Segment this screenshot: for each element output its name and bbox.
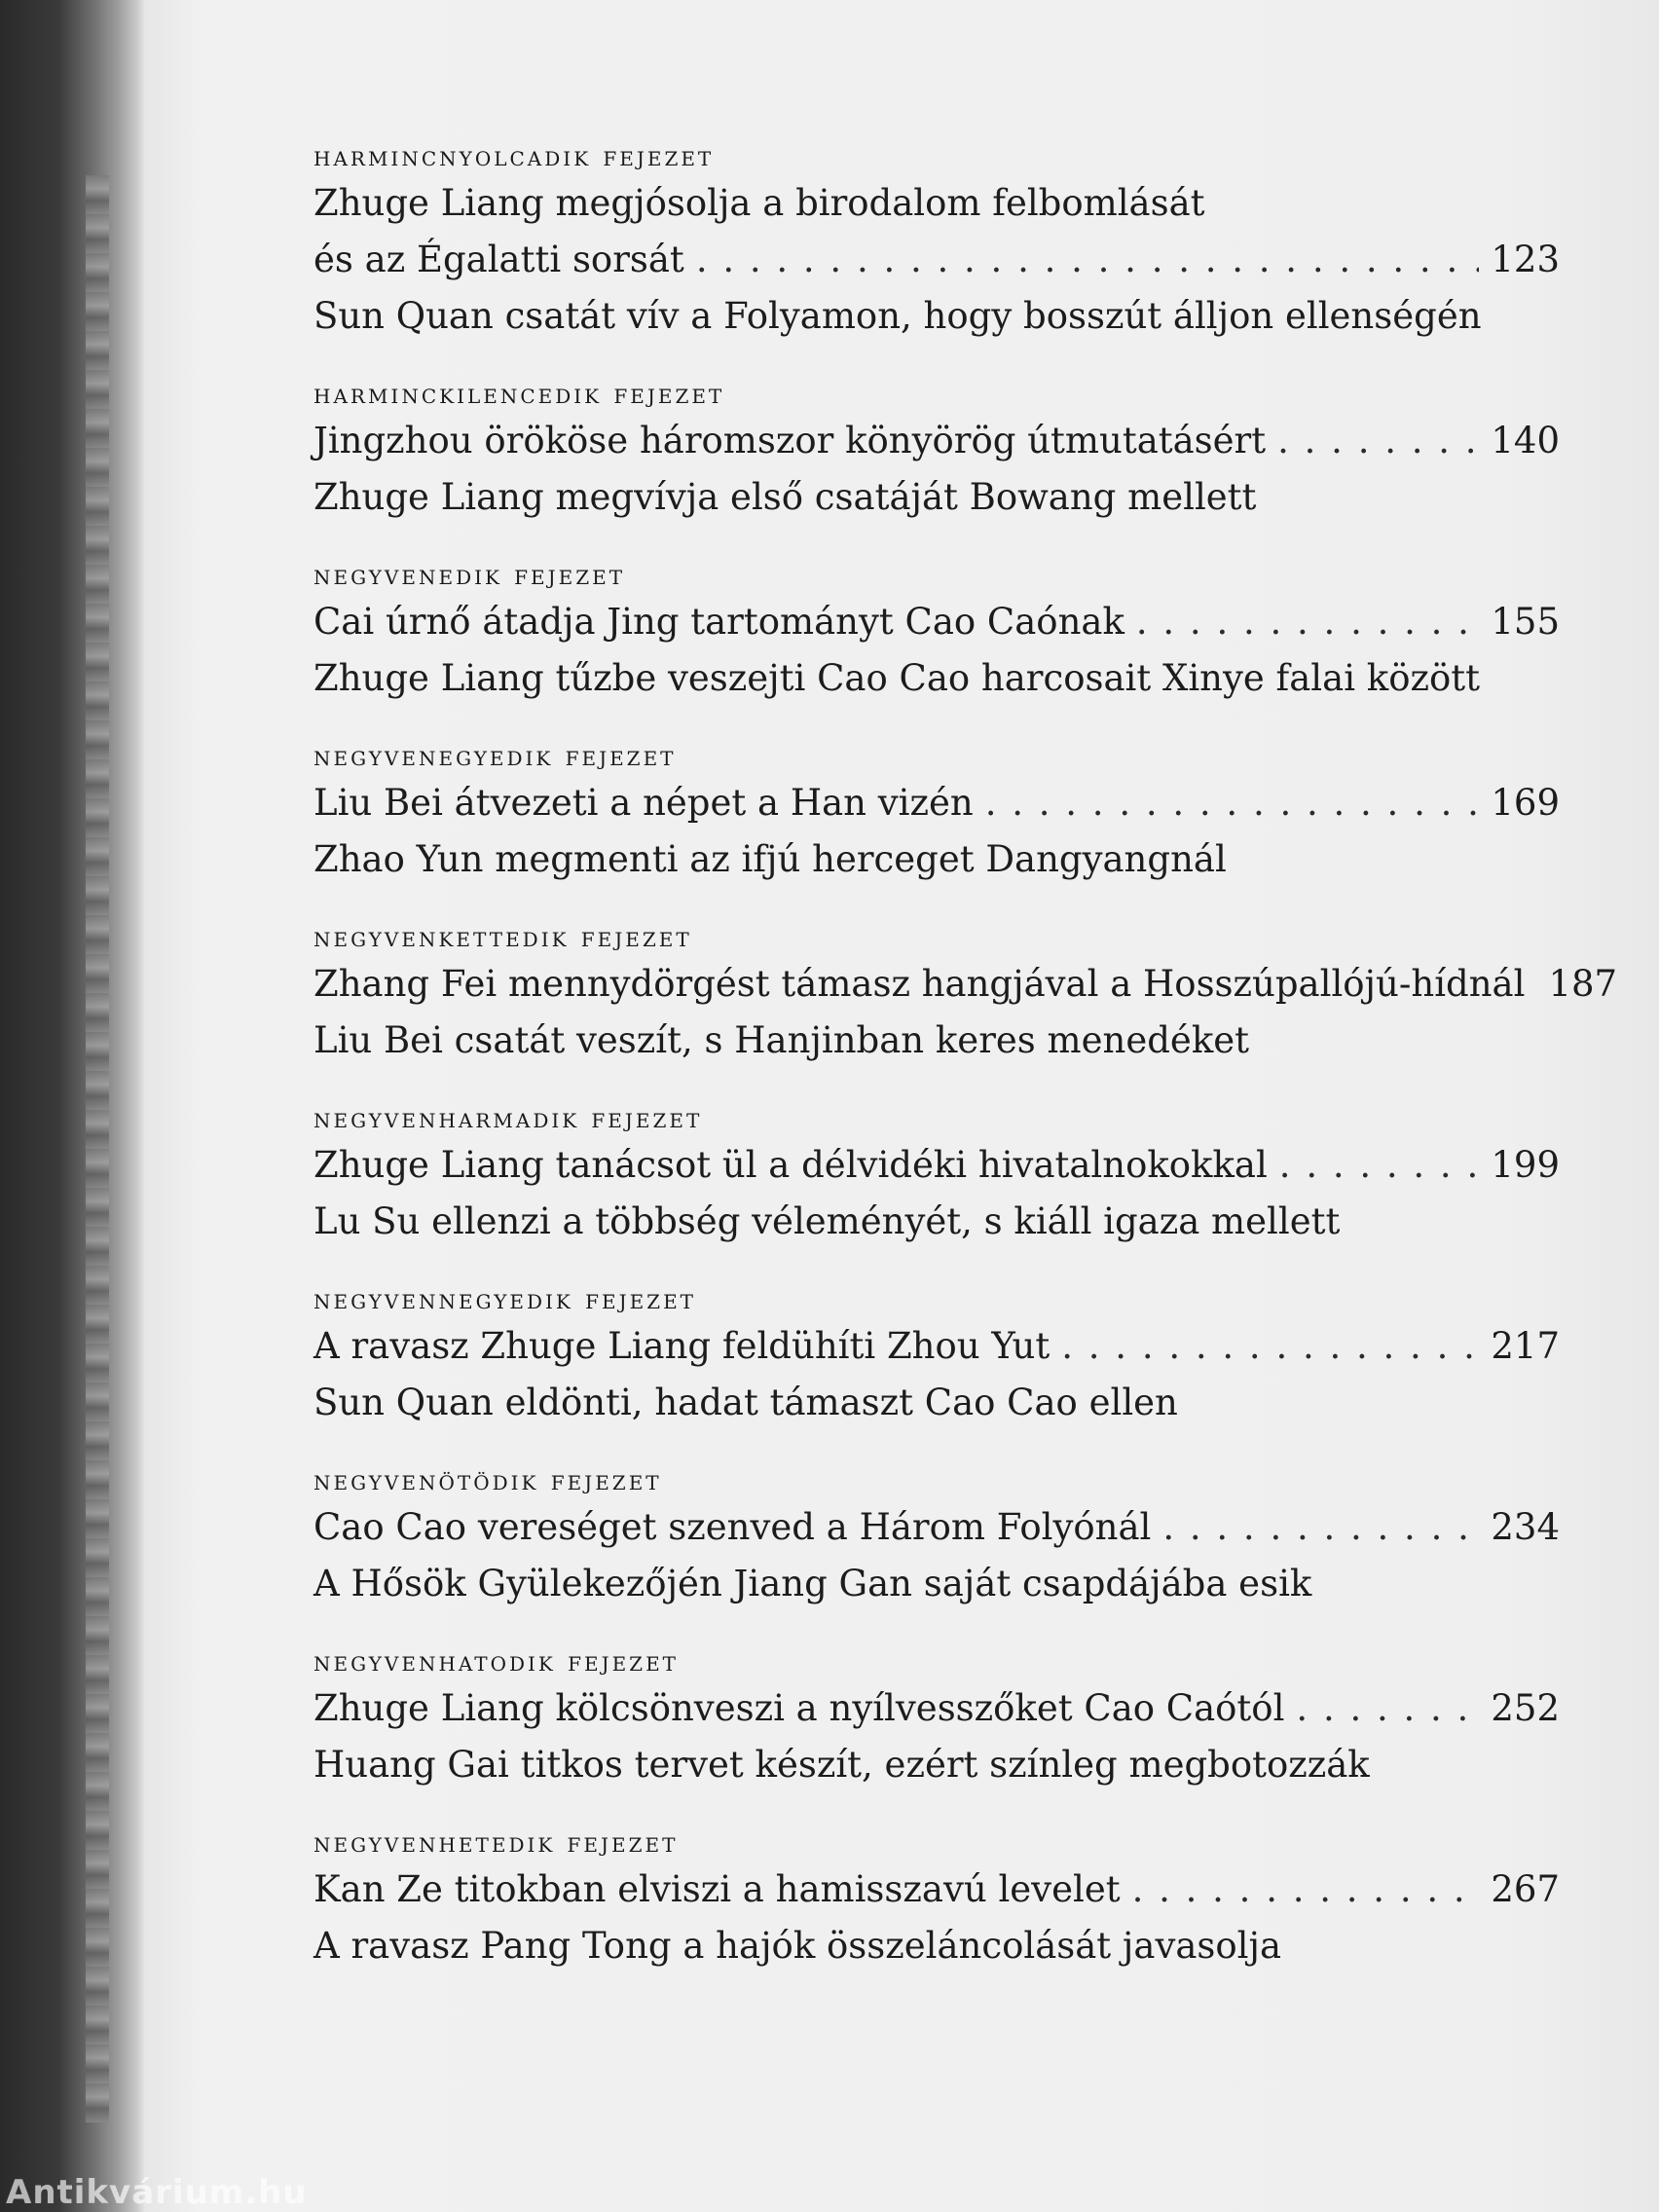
chapter-section	[313, 136, 1560, 345]
dot-leader	[1296, 1680, 1479, 1737]
chapter-heading: harmincnyolcadik fejezet	[313, 139, 715, 172]
page-number: 267	[1491, 1868, 1560, 1910]
watermark: Antikvárium.hu	[6, 2173, 308, 2212]
chapter-section	[313, 1279, 1560, 1431]
entry-title: A ravasz Pang Tong a hajók összeláncolását javasolja	[313, 1925, 1282, 1967]
chapter-heading: negyvenkettedik fejezet	[313, 920, 692, 953]
binding-edge	[86, 175, 109, 2122]
toc-entry	[313, 1013, 1560, 1069]
toc-entry	[313, 469, 1560, 526]
entry-title: Zhuge Liang megjósolja a birodalom felbomlását	[313, 182, 1205, 224]
page-number: 234	[1491, 1506, 1560, 1548]
toc-entry	[313, 1737, 1560, 1793]
page-number: 155	[1491, 601, 1560, 643]
entry-title: Cao Cao vereséget szenved a Három Folyónál	[313, 1506, 1152, 1548]
page-number: 140	[1491, 420, 1560, 461]
table-of-contents	[313, 136, 1618, 2004]
dot-leader	[1279, 1137, 1480, 1194]
toc-entry	[313, 1137, 1560, 1194]
toc-entry	[313, 594, 1560, 650]
chapter-heading: negyvenhatodik fejezet	[313, 1644, 680, 1677]
toc-entry	[313, 288, 1560, 345]
chapter-heading: negyvenhetedik fejezet	[313, 1825, 679, 1859]
entry-title: Sun Quan eldönti, hadat támaszt Cao Cao ellen	[313, 1382, 1178, 1423]
entry-title: Lu Su ellenzi a többség véleményét, s kiáll igaza mellett	[313, 1200, 1341, 1242]
toc-entry	[313, 1194, 1560, 1250]
toc-entry	[313, 775, 1560, 831]
toc-entry	[313, 650, 1560, 707]
toc-entry	[313, 1918, 1560, 1974]
entry-title: Liu Bei átvezeti a népet a Han vizén	[313, 782, 974, 824]
entry-title: Zhuge Liang tűzbe veszejti Cao Cao harcosait Xinye falai között	[313, 657, 1481, 699]
page-number: 187	[1548, 963, 1618, 1005]
chapter-section	[313, 1641, 1560, 1793]
entry-title: A Hősök Gyülekezőjén Jiang Gan saját csapdájába esik	[313, 1563, 1312, 1604]
chapter-heading: harminckilencedik fejezet	[313, 377, 725, 410]
entry-title: Zhang Fei mennydörgést támasz hangjával a Hosszúpallójú-hídnál	[313, 963, 1526, 1005]
chapter-section	[313, 555, 1560, 707]
dot-leader	[985, 775, 1480, 831]
toc-entry	[313, 956, 1618, 1013]
dot-leader	[1061, 1318, 1479, 1375]
entry-title: Liu Bei csatát veszít, s Hanjinban keres menedéket	[313, 1019, 1250, 1061]
page-number: 199	[1491, 1144, 1560, 1186]
toc-entry	[313, 1375, 1560, 1431]
chapter-heading: negyvenötödik fejezet	[313, 1463, 662, 1496]
toc-entry	[313, 413, 1560, 469]
entry-title: Kan Ze titokban elviszi a hamisszavú levelet	[313, 1868, 1121, 1910]
entry-title: Zhao Yun megmenti az ifjú herceget Dangyangnál	[313, 838, 1227, 880]
toc-entry	[313, 1680, 1560, 1737]
entry-title: Zhuge Liang tanácsot ül a délvidéki hivatalnokokkal	[313, 1144, 1268, 1186]
entry-title: Zhuge Liang megvívja első csatáját Bowang mellett	[313, 476, 1257, 518]
entry-title: Huang Gai titkos tervet készít, ezért színleg megbotozzák	[313, 1744, 1370, 1786]
toc-entry	[313, 831, 1560, 888]
entry-title: és az Égalatti sorsát	[313, 239, 684, 280]
chapter-section	[313, 917, 1618, 1069]
chapter-section	[313, 1823, 1560, 1974]
dot-leader	[696, 232, 1480, 288]
toc-entry	[313, 232, 1560, 288]
chapter-heading: negyvenegyedik fejezet	[313, 739, 677, 772]
chapter-section	[313, 374, 1560, 526]
toc-entry	[313, 1862, 1560, 1918]
toc-entry	[313, 1556, 1560, 1612]
entry-title: Jingzhou örököse háromszor könyörög útmutatásért	[313, 420, 1267, 461]
toc-entry	[313, 175, 1560, 232]
dot-leader	[1277, 413, 1479, 469]
chapter-section	[313, 736, 1560, 888]
page-number: 217	[1491, 1325, 1560, 1367]
dot-leader	[1132, 1862, 1480, 1918]
entry-title: Zhuge Liang kölcsönveszi a nyílvesszőket Cao Caótól	[313, 1687, 1285, 1729]
dot-leader	[1136, 594, 1479, 650]
chapter-heading: negyvennegyedik fejezet	[313, 1282, 697, 1315]
toc-entry	[313, 1318, 1560, 1375]
entry-title: Sun Quan csatát vív a Folyamon, hogy bosszút álljon ellenségén	[313, 295, 1482, 337]
page-number: 169	[1491, 782, 1560, 824]
chapter-section	[313, 1098, 1560, 1250]
entry-title: A ravasz Zhuge Liang feldühíti Zhou Yut	[313, 1325, 1051, 1367]
page-number: 123	[1491, 239, 1560, 280]
chapter-section	[313, 1460, 1560, 1612]
book-binding	[0, 0, 144, 2212]
entry-title: Cai úrnő átadja Jing tartományt Cao Caónak	[313, 601, 1124, 643]
chapter-heading: negyvenedik fejezet	[313, 558, 626, 591]
chapter-heading: negyvenharmadik fejezet	[313, 1101, 703, 1134]
dot-leader	[1162, 1499, 1479, 1556]
page-number: 252	[1491, 1687, 1560, 1729]
toc-entry	[313, 1499, 1560, 1556]
